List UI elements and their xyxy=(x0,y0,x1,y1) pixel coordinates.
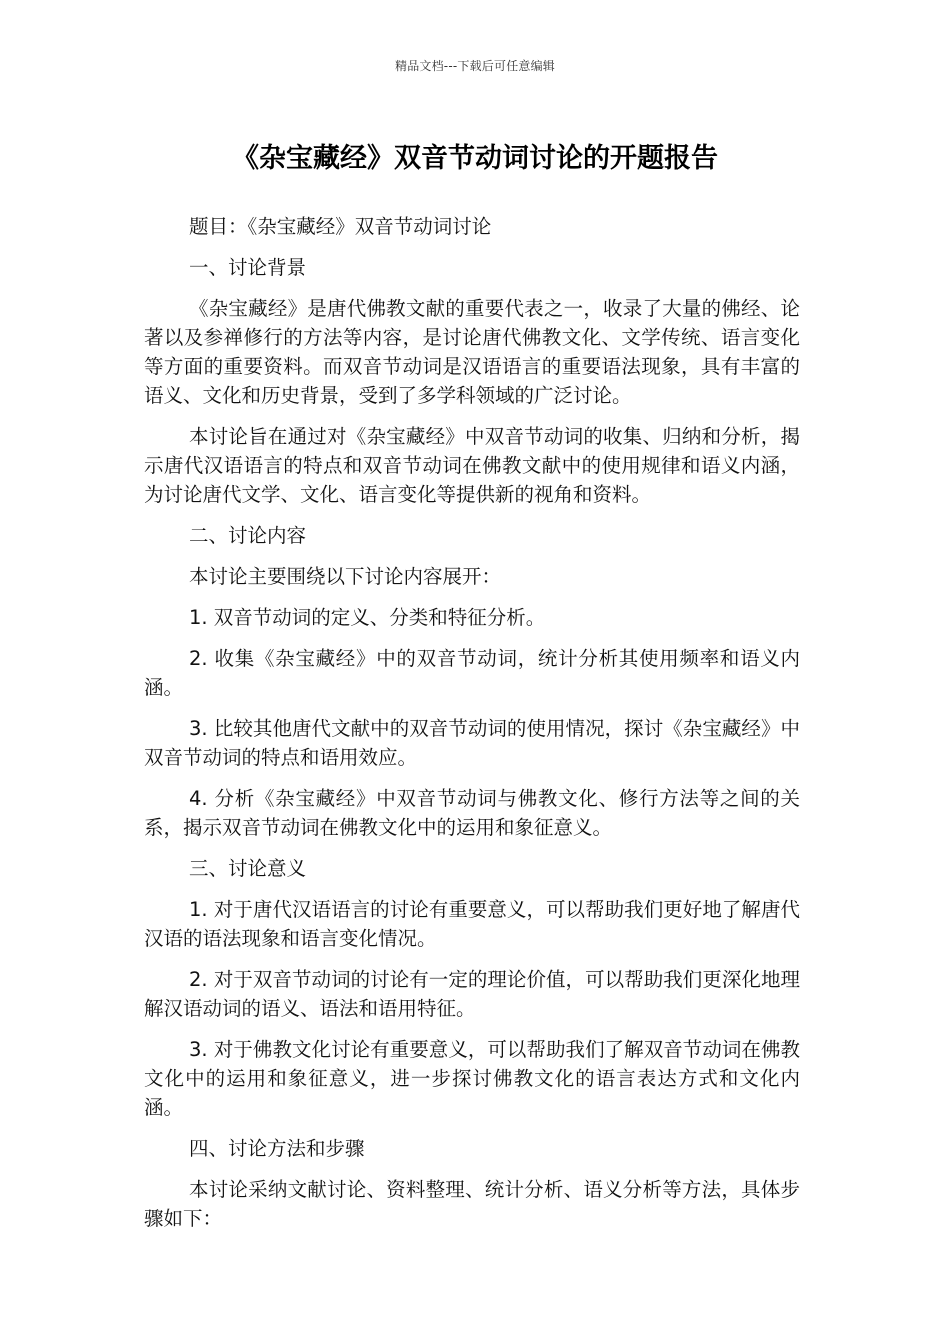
list-item-content-1: 1. 双音节动词的定义、分类和特征分析。 xyxy=(189,606,546,629)
list-item-content-2: 2. 收集《杂宝藏经》中的双音节动词，统计分析其使用频率和语义内涵。 xyxy=(144,647,800,699)
paragraph-methods: 本讨论采纳文献讨论、资料整理、统计分析、语义分析等方法，具体步骤如下： xyxy=(144,1178,800,1230)
paragraph-background-2: 本讨论旨在通过对《杂宝藏经》中双音节动词的收集、归纳和分析，揭示唐代汉语语言的特点和双音节动词在佛教文献中的使用规律和语义内涵，为讨论唐代文学、文化、语言变化等提供新的视角和资料。 xyxy=(144,425,800,506)
page-header: 精品文档---下载后可任意编辑 xyxy=(395,59,555,73)
paragraph-background-1: 《杂宝藏经》是唐代佛教文献的重要代表之一，收录了大量的佛经、论著以及参禅修行的方法等内容，是讨论唐代佛教文化、文学传统、语言变化等方面的重要资料。而双音节动词是汉语语言的重要语法现象，具有丰富的语义、文化和历史背景，受到了多学科领域的广泛讨论。 xyxy=(144,297,800,407)
list-item-content-4: 4. 分析《杂宝藏经》中双音节动词与佛教文化、修行方法等之间的关系，揭示双音节动词在佛教文化中的运用和象征意义。 xyxy=(144,787,800,839)
topic-line: 题目：《杂宝藏经》双音节动词讨论 xyxy=(189,215,492,238)
document-title: 《杂宝藏经》双音节动词讨论的开题报告 xyxy=(232,143,718,174)
section-heading-methods: 四、讨论方法和步骤 xyxy=(189,1137,365,1160)
list-item-significance-3: 3. 对于佛教文化讨论有重要意义，可以帮助我们了解双音节动词在佛教文化中的运用和象征意义，进一步探讨佛教文化的语言表达方式和文化内涵。 xyxy=(144,1038,800,1119)
section-heading-content: 二、讨论内容 xyxy=(189,524,307,547)
document-body xyxy=(144,212,800,1245)
list-item-content-3: 3. 比较其他唐代文献中的双音节动词的使用情况，探讨《杂宝藏经》中双音节动词的特点和语用效应。 xyxy=(144,717,800,769)
section-heading-significance: 三、讨论意义 xyxy=(189,857,307,880)
section-heading-background: 一、讨论背景 xyxy=(189,256,307,279)
paragraph-content-intro: 本讨论主要围绕以下讨论内容展开： xyxy=(189,565,502,588)
list-item-significance-1: 1. 对于唐代汉语语言的讨论有重要意义，可以帮助我们更好地了解唐代汉语的语法现象和语言变化情况。 xyxy=(144,898,800,950)
list-item-significance-2: 2. 对于双音节动词的讨论有一定的理论价值，可以帮助我们更深化地理解汉语动词的语义、语法和语用特征。 xyxy=(144,968,800,1020)
